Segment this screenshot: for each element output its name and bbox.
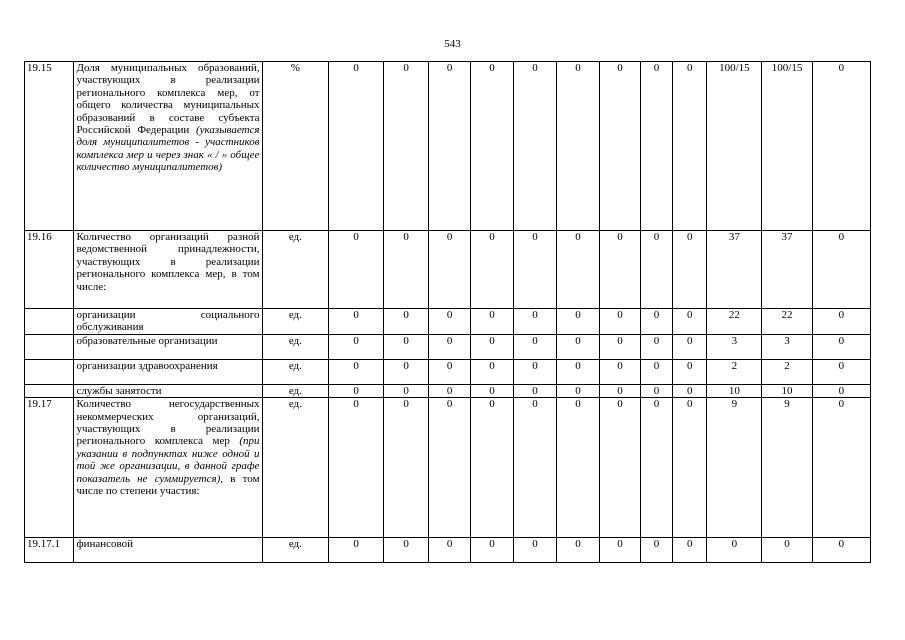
value-cell: 0 xyxy=(384,334,429,359)
value-cell: 0 xyxy=(471,62,514,231)
value-cell: 0 xyxy=(640,384,672,397)
page-number: 543 xyxy=(444,38,461,50)
indicator-name xyxy=(74,538,262,563)
value-cell: 0 xyxy=(429,359,471,384)
value-cell: 0 xyxy=(429,309,471,335)
value-cell: 0 xyxy=(812,538,870,563)
value-cell: 0 xyxy=(471,538,514,563)
indicator-name xyxy=(74,62,262,231)
value-cell: 0 xyxy=(471,309,514,335)
table-row xyxy=(25,538,871,563)
value-cell: 10 xyxy=(762,384,813,397)
value-cell: 0 xyxy=(557,62,600,231)
value-cell: 0 xyxy=(600,309,641,335)
indicator-text: Доля муниципальных образований, участвующих в реализации регионального комплекса мер, от общего количества муниципальных образований в составе субъекта Российской Федерации xyxy=(76,62,260,137)
value-cell: 0 xyxy=(557,384,600,397)
table-row xyxy=(25,231,871,309)
value-cell: 0 xyxy=(640,231,672,309)
value-cell: 0 xyxy=(329,398,384,538)
value-cell: 0 xyxy=(384,62,429,231)
value-cell: 0 xyxy=(329,538,384,563)
value-cell: 2 xyxy=(707,359,762,384)
value-cell: 0 xyxy=(471,398,514,538)
table-body xyxy=(25,62,871,563)
value-cell: 0 xyxy=(557,334,600,359)
indicator-name xyxy=(74,359,262,384)
value-cell: 0 xyxy=(471,334,514,359)
value-cell: 0 xyxy=(514,231,557,309)
value-cell: 0 xyxy=(514,538,557,563)
value-cell: 2 xyxy=(762,359,813,384)
value-cell: 0 xyxy=(429,538,471,563)
table-row xyxy=(25,384,871,397)
unit-cell: ед. xyxy=(262,384,329,397)
unit-cell: ед. xyxy=(262,538,329,563)
table-row xyxy=(25,334,871,359)
value-cell: 0 xyxy=(812,384,870,397)
value-cell: 0 xyxy=(384,309,429,335)
indicator-text: Количество организаций разной ведомственной принадлежности, участвующих в реализации регионального комплекса мер, в том числе: xyxy=(76,231,260,293)
value-cell: 10 xyxy=(707,384,762,397)
value-cell: 0 xyxy=(384,359,429,384)
value-cell: 100/15 xyxy=(762,62,813,231)
value-cell: 0 xyxy=(673,309,707,335)
value-cell: 22 xyxy=(762,309,813,335)
value-cell: 100/15 xyxy=(707,62,762,231)
indicator-table xyxy=(24,61,871,563)
indicator-text: службы занятости xyxy=(76,384,162,397)
value-cell: 0 xyxy=(557,538,600,563)
value-cell: 0 xyxy=(640,398,672,538)
value-cell: 0 xyxy=(640,359,672,384)
unit-cell: ед. xyxy=(262,309,329,335)
unit-cell: ед. xyxy=(262,231,329,309)
value-cell: 0 xyxy=(673,62,707,231)
value-cell: 0 xyxy=(812,231,870,309)
value-cell: 0 xyxy=(329,231,384,309)
value-cell: 0 xyxy=(429,384,471,397)
indicator-name xyxy=(74,384,262,397)
value-cell: 0 xyxy=(600,538,641,563)
value-cell: 37 xyxy=(762,231,813,309)
value-cell: 0 xyxy=(329,309,384,335)
value-cell: 0 xyxy=(600,231,641,309)
value-cell: 0 xyxy=(514,334,557,359)
indicator-text: , в том числе по степени участия: xyxy=(76,472,260,498)
value-cell: 0 xyxy=(557,309,600,335)
row-index: 19.17.1 xyxy=(25,538,74,563)
value-cell: 9 xyxy=(707,398,762,538)
value-cell: 0 xyxy=(384,384,429,397)
value-cell: 0 xyxy=(640,62,672,231)
value-cell: 0 xyxy=(514,359,557,384)
indicator-name xyxy=(74,309,262,335)
indicator-text: организации социального обслуживания xyxy=(76,309,260,334)
value-cell: 0 xyxy=(429,231,471,309)
value-cell: 0 xyxy=(557,398,600,538)
table-row xyxy=(25,62,871,231)
indicator-note: (при указании в подпунктах ниже одной и той же организации, в данной графе показатель не суммируется) xyxy=(76,435,260,485)
row-index xyxy=(25,309,74,335)
value-cell: 0 xyxy=(557,359,600,384)
value-cell: 0 xyxy=(812,398,870,538)
value-cell: 0 xyxy=(384,398,429,538)
value-cell: 0 xyxy=(384,538,429,563)
value-cell: 0 xyxy=(471,359,514,384)
value-cell: 0 xyxy=(600,334,641,359)
unit-cell: ед. xyxy=(262,334,329,359)
indicator-name xyxy=(74,231,262,309)
value-cell: 0 xyxy=(673,384,707,397)
indicator-note: (указывается доля муниципалитетов - участников комплекса мер и через знак « / » общее количество муниципалитетов) xyxy=(76,124,260,174)
row-index: 19.16 xyxy=(25,231,74,309)
value-cell: 0 xyxy=(707,538,762,563)
value-cell: 0 xyxy=(514,398,557,538)
unit-cell: ед. xyxy=(262,359,329,384)
value-cell: 0 xyxy=(557,231,600,309)
value-cell: 0 xyxy=(812,359,870,384)
unit-cell: % xyxy=(262,62,329,231)
value-cell: 0 xyxy=(429,334,471,359)
value-cell: 3 xyxy=(762,334,813,359)
row-index: 19.15 xyxy=(25,62,74,231)
table-row xyxy=(25,309,871,335)
value-cell: 0 xyxy=(600,398,641,538)
value-cell: 0 xyxy=(429,398,471,538)
indicator-text: организации здравоохранения xyxy=(76,359,218,372)
row-index: 19.17 xyxy=(25,398,74,538)
value-cell: 0 xyxy=(812,309,870,335)
row-index xyxy=(25,334,74,359)
indicator-text: финансовой xyxy=(76,538,133,551)
value-cell: 0 xyxy=(514,62,557,231)
value-cell: 0 xyxy=(600,384,641,397)
indicator-name xyxy=(74,398,262,538)
value-cell: 0 xyxy=(673,538,707,563)
indicator-text: Количество негосударственных некоммерческих организаций, участвующих в реализации регионального комплекса мер xyxy=(76,398,260,448)
table-row xyxy=(25,398,871,538)
value-cell: 0 xyxy=(673,334,707,359)
value-cell: 0 xyxy=(762,538,813,563)
value-cell: 0 xyxy=(329,359,384,384)
unit-cell: ед. xyxy=(262,398,329,538)
value-cell: 0 xyxy=(640,538,672,563)
value-cell: 0 xyxy=(384,231,429,309)
value-cell: 9 xyxy=(762,398,813,538)
value-cell: 3 xyxy=(707,334,762,359)
value-cell: 0 xyxy=(812,62,870,231)
value-cell: 0 xyxy=(329,384,384,397)
row-index xyxy=(25,359,74,384)
value-cell: 0 xyxy=(673,359,707,384)
value-cell: 0 xyxy=(514,309,557,335)
value-cell: 0 xyxy=(471,384,514,397)
value-cell: 0 xyxy=(329,62,384,231)
table-row xyxy=(25,359,871,384)
value-cell: 0 xyxy=(329,334,384,359)
value-cell: 0 xyxy=(600,359,641,384)
value-cell: 0 xyxy=(429,62,471,231)
value-cell: 0 xyxy=(471,231,514,309)
value-cell: 0 xyxy=(514,384,557,397)
value-cell: 0 xyxy=(812,334,870,359)
value-cell: 22 xyxy=(707,309,762,335)
value-cell: 0 xyxy=(640,334,672,359)
value-cell: 0 xyxy=(673,231,707,309)
value-cell: 0 xyxy=(673,398,707,538)
row-index xyxy=(25,384,74,397)
value-cell: 37 xyxy=(707,231,762,309)
value-cell: 0 xyxy=(600,62,641,231)
value-cell: 0 xyxy=(640,309,672,335)
indicator-name xyxy=(74,334,262,359)
indicator-text: образовательные организации xyxy=(76,334,218,347)
